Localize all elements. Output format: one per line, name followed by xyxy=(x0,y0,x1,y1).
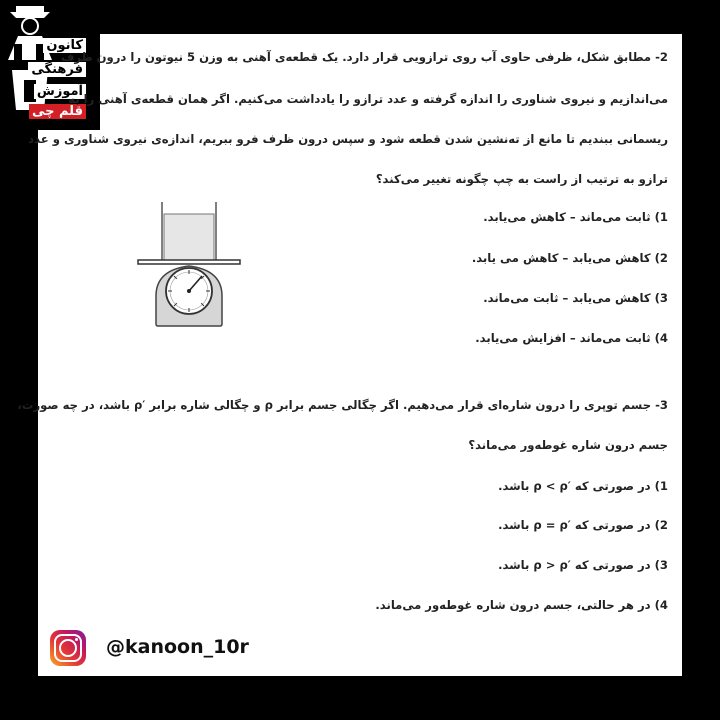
q2-option-3: 3) کاهش می‌یابد – ثابت می‌ماند. xyxy=(483,291,668,305)
document-page xyxy=(17,34,682,676)
q2-line-4: ترازو به ترتیب از راست به چپ چگونه تغییر می‌کند؟ xyxy=(375,172,668,186)
q3-line-1: 3- جسم توپری را درون شاره‌ای قرار می‌دهیم. اگر چگالی جسم برابر ρ و چگالی شاره برابر ′ρ باشد، در چه صورت، xyxy=(17,398,668,412)
q3-option-3: 3) در صورتی که ′ρ > ρ باشد. xyxy=(498,558,668,572)
q2-option-1: 1) ثابت می‌ماند – کاهش می‌یابد. xyxy=(483,210,668,224)
q2-option-2: 2) کاهش می‌یابد – کاهش می یابد. xyxy=(471,251,668,265)
q2-line-1: 2- مطابق شکل، ظرفی حاوی آب روی ترازویی قرار دارد. یک قطعه‌ی آهنی به وزن 5 نیوتون را درون ظرف xyxy=(60,50,668,64)
instagram-icon[interactable] xyxy=(50,630,86,666)
logo-text-kanoon: کانون xyxy=(43,38,86,53)
q2-line-2: می‌اندازیم و نیروی شناوری را اندازه گرفته و عدد ترازو را یادداشت می‌کنیم. اگر همان قطعه‌ی آهنی را به xyxy=(68,92,668,106)
logo-text-ghalamchi: قلم چی xyxy=(29,104,86,119)
q3-option-4: 4) در هر حالتی، جسم درون شاره غوطه‌ور می‌ماند. xyxy=(375,598,668,612)
q2-line-3: ریسمانی ببندیم تا مانع از ته‌نشین شدن قطعه شود و سپس درون ظرف فرو ببریم، اندازه‌ی نیروی شناوری و عدد xyxy=(28,132,668,146)
scale-figure xyxy=(134,200,244,334)
q2-option-4: 4) ثابت می‌ماند – افزایش می‌یابد. xyxy=(475,331,668,345)
q3-option-1: 1) در صورتی که ′ρ < ρ باشد. xyxy=(498,479,668,493)
q3-line-2: جسم درون شاره غوطه‌ور می‌ماند؟ xyxy=(468,438,668,452)
logo-text-amoozesh: آموزش xyxy=(34,84,86,99)
logo-text-farhangi: فرهنگی xyxy=(28,62,86,77)
q3-option-2: 2) در صورتی که ′ρ = ρ باشد. xyxy=(498,518,668,532)
instagram-handle[interactable]: @kanoon_10r xyxy=(106,636,249,658)
kanoon-logo xyxy=(0,0,100,130)
